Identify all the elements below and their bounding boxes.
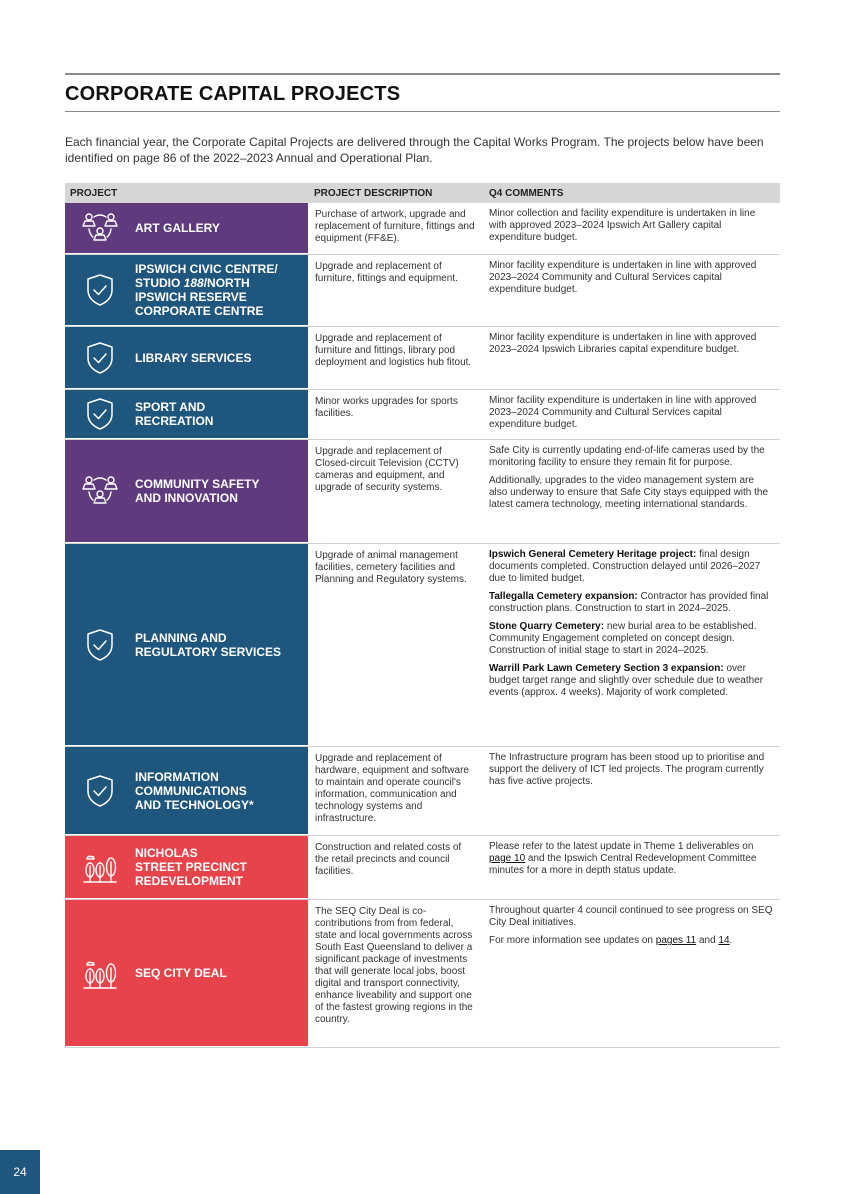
table-row xyxy=(65,390,780,440)
page-title: CORPORATE CAPITAL PROJECTS xyxy=(65,83,401,105)
comment-text: Minor facility expenditure is undertaken in line with approved 2023–2024 Community and Cultural Services capital expenditure budget. xyxy=(489,260,757,295)
project-cell-nicholas-street xyxy=(65,836,308,899)
comment-heading: Stone Quarry Cemetery: xyxy=(489,621,605,632)
project-comments xyxy=(483,327,780,389)
comment-text xyxy=(489,621,774,657)
comment-text: Minor facility expenditure is undertaken in line with approved 2023–2024 Ipswich Libraries capital expenditure budget. xyxy=(489,332,757,355)
name-line: REGULATORY SERVICES xyxy=(135,644,282,659)
project-comments xyxy=(483,900,780,1047)
page-number: 24 xyxy=(0,1150,40,1194)
project-name: LIBRARY SERVICES xyxy=(135,350,252,365)
header-description: PROJECT DESCRIPTION xyxy=(314,187,433,199)
name-line: COMMUNITY SAFETY xyxy=(135,477,260,491)
pages-11-link[interactable]: pages 11 xyxy=(655,935,697,946)
people-group-icon xyxy=(65,211,135,245)
header-project: PROJECT xyxy=(70,187,118,199)
project-cell-ict xyxy=(65,747,308,835)
title-rule xyxy=(65,111,780,112)
project-comments xyxy=(483,544,780,746)
project-comments xyxy=(483,747,780,835)
project-description: Upgrade and replacement of furniture and fittings, library pod deployment and logistics hub fitout. xyxy=(315,333,472,368)
shield-check-icon xyxy=(65,397,135,431)
name-line: REDEVELOPMENT xyxy=(135,874,244,888)
project-cell-sport xyxy=(65,390,308,439)
project-description: Purchase of artwork, upgrade and replacement of furniture, fittings and equipment (FF&E). xyxy=(315,209,475,244)
project-comments xyxy=(483,390,780,439)
project-cell-seq-city-deal xyxy=(65,900,308,1047)
project-name: ART GALLERY xyxy=(135,221,220,235)
name-line: AND TECHNOLOGY* xyxy=(135,797,254,812)
project-name xyxy=(135,477,267,505)
table-row xyxy=(65,747,780,836)
project-name: SEQ CITY DEAL xyxy=(135,966,227,980)
project-cell-community-safety xyxy=(65,440,308,543)
project-name xyxy=(135,846,255,888)
name-line: STREET PRECINCT xyxy=(135,860,248,874)
table-row xyxy=(65,544,780,747)
top-rule xyxy=(65,73,780,75)
table-row xyxy=(65,255,780,327)
project-name xyxy=(135,631,289,659)
comment-body: and the Ipswich Central Redevelopment Committee minutes for a more in depth status update. xyxy=(489,853,757,876)
comment-heading: Tallegalla Cemetery expansion: xyxy=(489,591,638,602)
comment-body: and xyxy=(696,935,719,946)
comment-body: . xyxy=(729,935,733,946)
project-description: Upgrade of animal management facilities, cemetery facilities and Planning and Regulatory systems. xyxy=(315,550,467,585)
project-description: Minor works upgrades for sports facilities. xyxy=(315,396,458,419)
project-name xyxy=(135,400,221,428)
trees-icon xyxy=(65,850,135,884)
table-row xyxy=(65,900,780,1048)
comment-body: new burial area to be established. Community Engagement completed on concept design. Construction of initial stage to start in 2024–2025. xyxy=(489,621,757,656)
projects-table xyxy=(65,183,780,1048)
comment-text xyxy=(489,841,774,877)
project-description: Upgrade and replacement of Closed-circuit Television (CCTV) cameras and equipment, and upgrade of security systems. xyxy=(315,446,459,493)
comment-text: Minor collection and facility expenditure is undertaken in line with approved 2023–2024 Ipswich Art Gallery capital expenditure budget. xyxy=(489,208,756,243)
comment-text xyxy=(489,549,774,585)
project-description: Upgrade and replacement of hardware, equipment and software to maintain and operate council's information, communication and technology systems and infrastructure. xyxy=(315,753,469,824)
comment-text xyxy=(489,591,774,615)
intro-paragraph: Each financial year, the Corporate Capital Projects are delivered through the Capital Works Program. The projects below have been identified on page 86 of the 2022–2023 Annual and Operational Plan. xyxy=(65,135,764,165)
project-description: Upgrade and replacement of furniture, fittings and equipment. xyxy=(315,261,458,284)
comment-heading: Warrill Park Lawn Cemetery Section 3 expansion: xyxy=(489,663,724,674)
name-line: 188 xyxy=(183,276,204,290)
comment-text xyxy=(489,935,774,947)
people-group-icon xyxy=(65,474,135,508)
shield-check-icon xyxy=(65,774,135,808)
table-row xyxy=(65,327,780,390)
table-header xyxy=(65,183,780,203)
trees-icon xyxy=(65,956,135,990)
table-row xyxy=(65,440,780,544)
comment-text: Throughout quarter 4 council continued to see progress on SEQ City Deal initiatives. xyxy=(489,905,773,928)
project-name xyxy=(135,770,262,812)
table-row xyxy=(65,836,780,900)
page-14-link[interactable]: 14 xyxy=(718,935,730,946)
project-name xyxy=(135,262,286,318)
comment-text xyxy=(489,663,774,699)
comment-body: over budget target range and slightly over schedule due to weather events (approx. 4 weeks). Majority of work completed. xyxy=(489,663,764,698)
comment-body: Contractor has provided final construction plans. Construction to start in 2024–2025. xyxy=(489,591,769,614)
name-line: NICHOLAS xyxy=(135,846,198,860)
name-line: SPORT AND xyxy=(135,400,206,414)
name-line: CORPORATE CENTRE xyxy=(135,304,264,318)
project-comments xyxy=(483,440,780,543)
project-cell-library xyxy=(65,327,308,389)
shield-check-icon xyxy=(65,628,135,662)
name-line: IPSWICH CIVIC CENTRE/ xyxy=(135,262,278,276)
comment-text: Additionally, upgrades to the video management system are also underway to ensure that Safe City stays equipped with the latest camera technology, meeting international standards. xyxy=(489,475,769,510)
project-description: The SEQ City Deal is co-contributions from from federal, state and local governments across South East Queensland to deliver a significant package of investments that will generate local jobs, boost digital and transport connectivity, enhance liveability and support one of the fastest growing regions in the country. xyxy=(315,906,473,1025)
project-cell-civic-centre xyxy=(65,255,308,326)
project-cell-art-gallery xyxy=(65,203,308,254)
comment-body: final design documents completed. Construction delayed until 2026–2027 due to limited budget. xyxy=(489,549,761,584)
table-row xyxy=(65,203,780,255)
name-line: INFORMATION xyxy=(135,769,219,784)
project-description: Construction and related costs of the retail precincts and council facilities. xyxy=(315,842,462,877)
name-line: RECREATION xyxy=(135,414,214,428)
comment-heading: Ipswich General Cemetery Heritage project: xyxy=(489,549,697,560)
shield-check-icon xyxy=(65,273,135,307)
comment-text: The Infrastructure program has been stood up to prioritise and support the delivery of ICT led projects. The program currently has five active projects. xyxy=(489,752,765,787)
comment-body: For more information see updates on xyxy=(489,935,656,946)
name-line: IPSWICH RESERVE xyxy=(135,290,247,304)
header-comments: Q4 COMMENTS xyxy=(489,187,564,199)
name-line: PLANNING AND xyxy=(135,630,227,645)
name-line: COMMUNICATIONS xyxy=(135,783,247,798)
name-line: STUDIO xyxy=(135,276,184,290)
project-cell-planning xyxy=(65,544,308,746)
project-comments xyxy=(483,255,780,326)
project-comments xyxy=(483,836,780,899)
name-line: /NORTH xyxy=(203,276,250,290)
project-comments xyxy=(483,203,780,254)
comment-text: Minor facility expenditure is undertaken in line with approved 2023–2024 Community and Cultural Services capital expenditure budget. xyxy=(489,395,757,430)
comment-body: Please refer to the latest update in Theme 1 deliverables on xyxy=(489,841,754,852)
name-line: AND INNOVATION xyxy=(135,491,238,505)
page-10-link[interactable]: page 10 xyxy=(489,853,526,864)
comment-text: Safe City is currently updating end-of-life cameras used by the monitoring facility to ensure they remain fit for purpose. xyxy=(489,445,765,468)
shield-check-icon xyxy=(65,341,135,375)
